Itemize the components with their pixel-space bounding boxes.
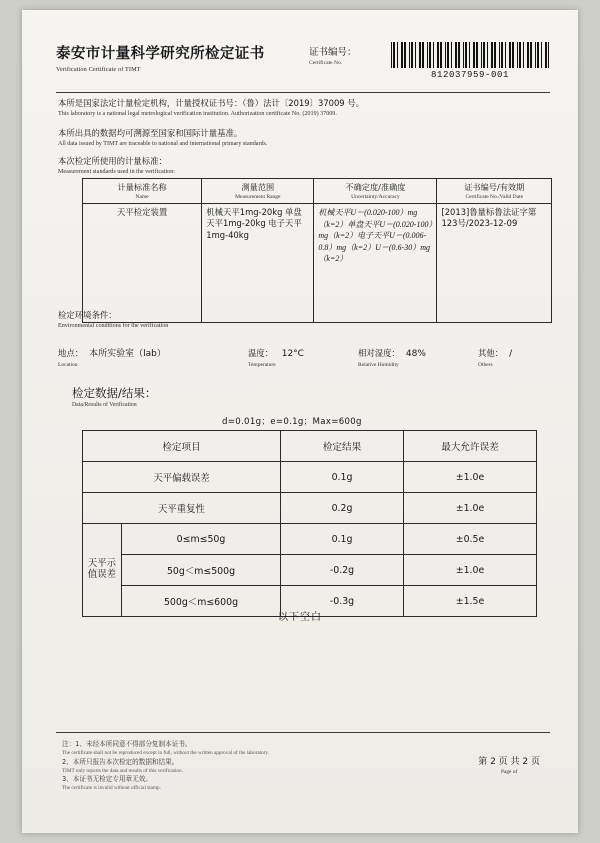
- env-location-value: 本所实验室（lab）: [89, 349, 166, 359]
- table-row: [83, 493, 537, 524]
- env-location: 地点： Location 本所实验室（lab）: [58, 348, 166, 368]
- row-item: 50g＜m≤500g: [122, 555, 281, 586]
- footer-divider: [56, 732, 550, 733]
- footer-note-2-cn: 2、本所只报告本次检定的数据和结果。: [62, 757, 179, 766]
- env-others-value: /: [509, 349, 513, 359]
- page-title: 泰安市计量科学研究所检定证书: [56, 46, 265, 62]
- row-group-label: 天平示值误差: [83, 524, 122, 617]
- row-item: 0≤m≤50g: [122, 524, 281, 555]
- table-row: [83, 555, 537, 586]
- results-header-row: [83, 431, 537, 462]
- statement-standards-cn: 本次检定所使用的计量标准：: [58, 156, 167, 166]
- footer-note-1-en: The certificate shall not be reproduced except in full, without the written approval of the laboratory.: [62, 749, 269, 756]
- statement-authorization-cn: 本所是国家法定计量检定机构，计量授权证书号：（鲁）法计〔2019〕37009 号。: [58, 98, 365, 108]
- env-temperature: 温度： Temperature 12°C: [248, 348, 304, 368]
- page-number-en: Page of: [500, 769, 518, 775]
- row-result: 0.1g: [281, 462, 404, 493]
- row-item: 天平偏载误差: [83, 462, 281, 493]
- title-block: [56, 42, 306, 73]
- statement-traceability-cn: 本所出具的数据均可溯源至国家和国际计量基准。: [58, 128, 243, 138]
- footer-note-1-cn: 注：1、未经本所同意不得部分复制本证书。: [62, 740, 192, 748]
- page-title-en: Verification Certificate of TIMT: [56, 66, 141, 73]
- table-header-row: [83, 179, 552, 204]
- statement-traceability-en: All data issued by TIMT are traceable to national and international primary standards.: [58, 141, 268, 148]
- footer-note-2-en: TIMT only reports the data and results of this verification.: [62, 767, 183, 774]
- table-row: [83, 204, 552, 323]
- statement-standards: [58, 156, 548, 177]
- footer-notes: [62, 740, 432, 793]
- statement-authorization: [58, 98, 548, 119]
- col-header-uncertainty: 不确定度/准确度 Uncertainty/Accuracy: [314, 179, 437, 204]
- col-header-range: 测量范围 Measurement Range: [202, 179, 314, 204]
- env-humidity-value: 48%: [405, 349, 426, 359]
- row-mpe: ±1.0e: [404, 555, 537, 586]
- certificate-number-label-en: Certificate No.: [309, 60, 343, 66]
- cell-standard-name: 天平检定装置: [83, 204, 202, 323]
- standards-table: [82, 178, 552, 323]
- row-item: 天平重复性: [83, 493, 281, 524]
- env-temperature-value: 12°C: [281, 349, 304, 359]
- footer-note-3-cn: 3、本证书无检定专用章无效。: [62, 775, 152, 784]
- row-result: -0.2g: [281, 555, 404, 586]
- certificate-page: [22, 10, 578, 833]
- cell-standard-uncertainty: 机械天平U＝(0.020-100）mg（k=2）单盘天平U＝(0.020-100）mg（k=2）电子天平U＝(0.006-0.8）mg（k=2）U＝(0.6-30）mg（k=2）: [314, 204, 437, 323]
- environment-heading: 检定环境条件： Environmental conditions for the verification: [58, 310, 169, 330]
- footer-note-3-en: The certificate is invalid without official stamp.: [62, 785, 161, 792]
- statement-traceability: [58, 128, 548, 149]
- row-result: 0.2g: [281, 493, 404, 524]
- certificate-number-label-block: [309, 42, 387, 66]
- certificate-number-label: 证书编号：: [309, 47, 357, 58]
- row-result: 0.1g: [281, 524, 404, 555]
- header-divider: [56, 92, 550, 93]
- results-heading: 检定数据/结果： Data/Results of Verification: [72, 386, 157, 408]
- col-header-result: 检定结果: [281, 431, 404, 462]
- env-humidity: 相对湿度： Relative Humidity 48%: [358, 348, 426, 368]
- cell-standard-range: 机械天平1mg-20kg 单盘天平1mg-20kg 电子天平1mg-40kg: [202, 204, 314, 323]
- row-mpe: ±0.5e: [404, 524, 537, 555]
- table-row: [83, 524, 537, 555]
- col-header-item: 检定项目: [83, 431, 281, 462]
- barcode-block: [390, 42, 550, 80]
- blank-below-note: 以下空白: [278, 612, 322, 623]
- col-header-mpe: 最大允许误差: [404, 431, 537, 462]
- row-result: -0.3g: [281, 586, 404, 617]
- barcode-image: [391, 42, 549, 68]
- col-header-certificate: 证书编号/有效期 Certificate No./Valid Date: [437, 179, 552, 204]
- page-number-cn: 第 2 页 共 2 页: [478, 757, 540, 767]
- table-row: [83, 462, 537, 493]
- results-table: [82, 430, 537, 617]
- row-mpe: ±1.0e: [404, 462, 537, 493]
- row-item: 500g＜m≤600g: [122, 586, 281, 617]
- cell-standard-certificate: [2013]鲁量标鲁法证字第123号/2023-12-09: [437, 204, 552, 323]
- statement-authorization-en: This laboratory is a national legal metrological verification institution. Authorization certificate No. (2019) 37009.: [58, 111, 337, 118]
- env-others: 其他： Others /: [478, 348, 513, 368]
- row-mpe: ±1.0e: [404, 493, 537, 524]
- statement-standards-en: Measurement standards used in the verification:: [58, 169, 175, 176]
- row-mpe: ±1.5e: [404, 586, 537, 617]
- results-condition-line: d=0.01g；e=0.1g；Max=600g: [222, 417, 362, 427]
- document-header: [56, 42, 550, 80]
- certificate-number-value: 812037959-001: [430, 70, 509, 80]
- environment-values-row: [58, 343, 558, 368]
- col-header-name: 计量标准名称 Name: [83, 179, 202, 204]
- page-number: [478, 754, 540, 775]
